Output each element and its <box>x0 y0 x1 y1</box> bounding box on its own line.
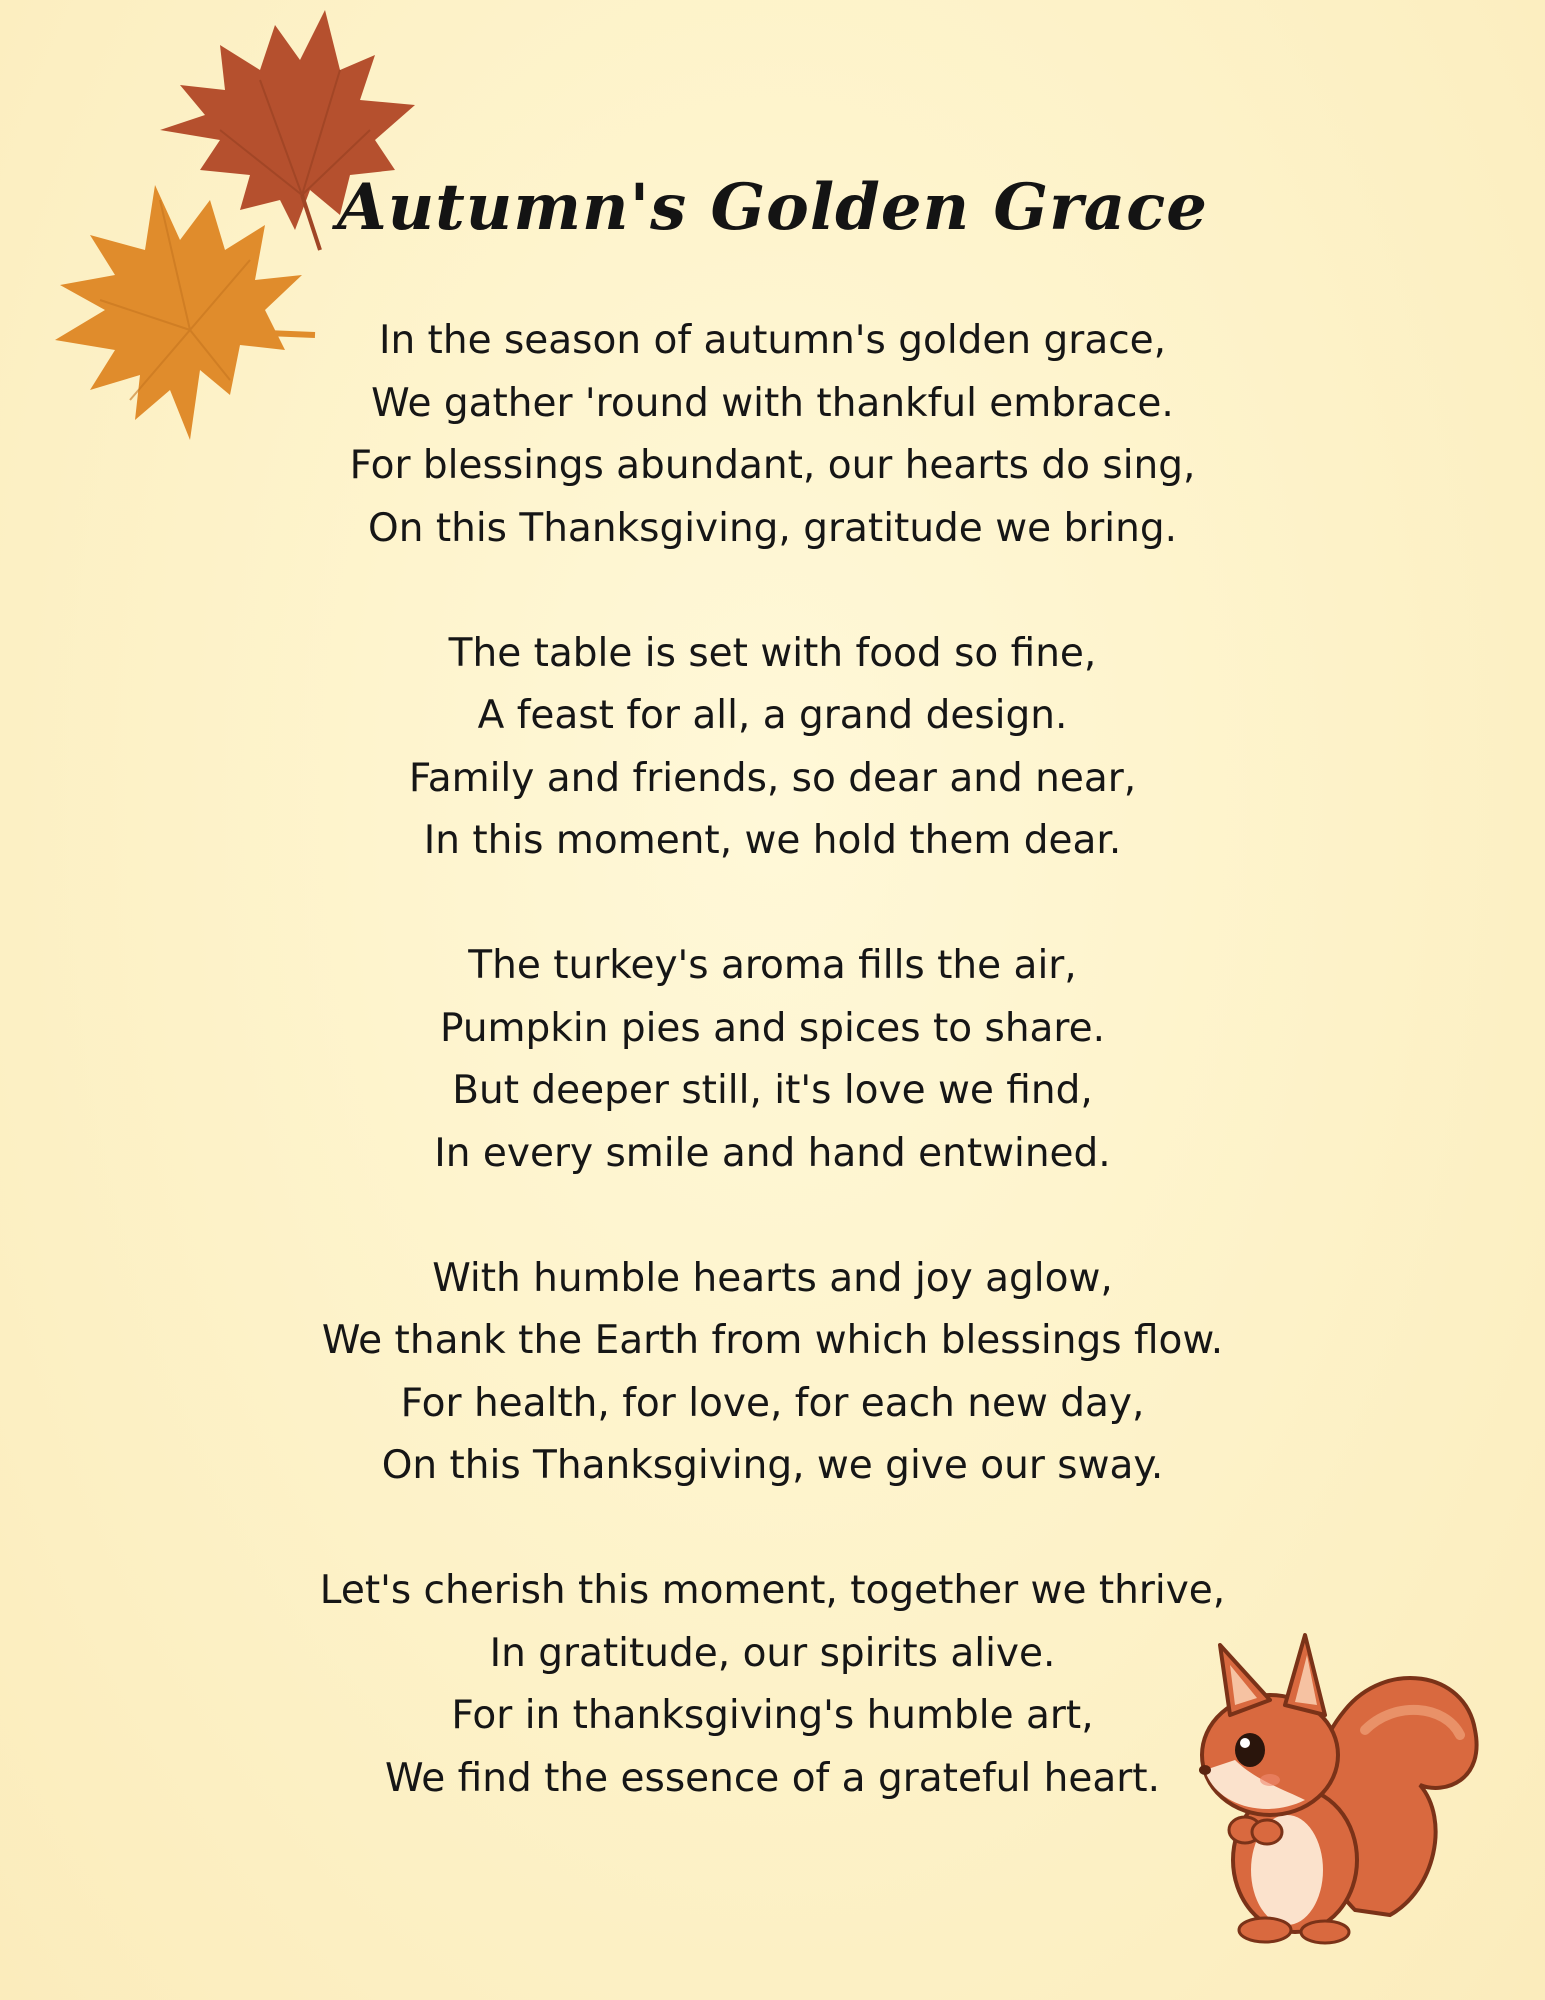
poem-line: On this Thanksgiving, we give our sway. <box>381 1443 1164 1488</box>
poem-line: The table is set with food so fine, <box>448 630 1097 676</box>
poem-line: Pumpkin pies and spices to share. <box>439 1005 1106 1051</box>
stanza <box>200 1248 1345 1498</box>
poem-line: In gratitude, our spirits alive. <box>489 1630 1056 1676</box>
poem-line: A feast for all, a grand design. <box>477 693 1068 738</box>
poem-line: But deeper still, it's love we find, <box>452 1068 1093 1113</box>
poem-line: The turkey's aroma fills the air, <box>468 943 1077 988</box>
stanza <box>200 310 1345 560</box>
stanza <box>200 623 1345 873</box>
poem-line: We find the essence of a grateful heart. <box>385 1755 1160 1801</box>
poem-line: Let's cherish this moment, together we thrive, <box>319 1568 1226 1613</box>
poem-body <box>200 310 1345 1873</box>
poem-line: We gather 'round with thankful embrace. <box>371 380 1174 426</box>
poem-line: In the season of autumn's golden grace, <box>378 318 1167 363</box>
poem-title: Autumn's Golden Grace <box>337 170 1208 245</box>
poem-line: We thank the Earth from which blessings flow. <box>321 1318 1224 1363</box>
stanza <box>200 935 1345 1185</box>
poem-line: In this moment, we hold them dear. <box>423 818 1122 863</box>
squirrel-icon <box>1175 1620 1485 1950</box>
poem-line: For blessings abundant, our hearts do sing, <box>349 443 1196 488</box>
poem-line: With humble hearts and joy aglow, <box>432 1255 1113 1301</box>
poem-line: For in thanksgiving's humble art, <box>451 1693 1094 1738</box>
stanza <box>200 1560 1345 1810</box>
poem-line: In every smile and hand entwined. <box>434 1130 1111 1176</box>
poem-line: Family and friends, so dear and near, <box>408 755 1137 801</box>
poem-line: For health, for love, for each new day, <box>400 1380 1145 1426</box>
poem-line: On this Thanksgiving, gratitude we bring. <box>368 505 1177 551</box>
